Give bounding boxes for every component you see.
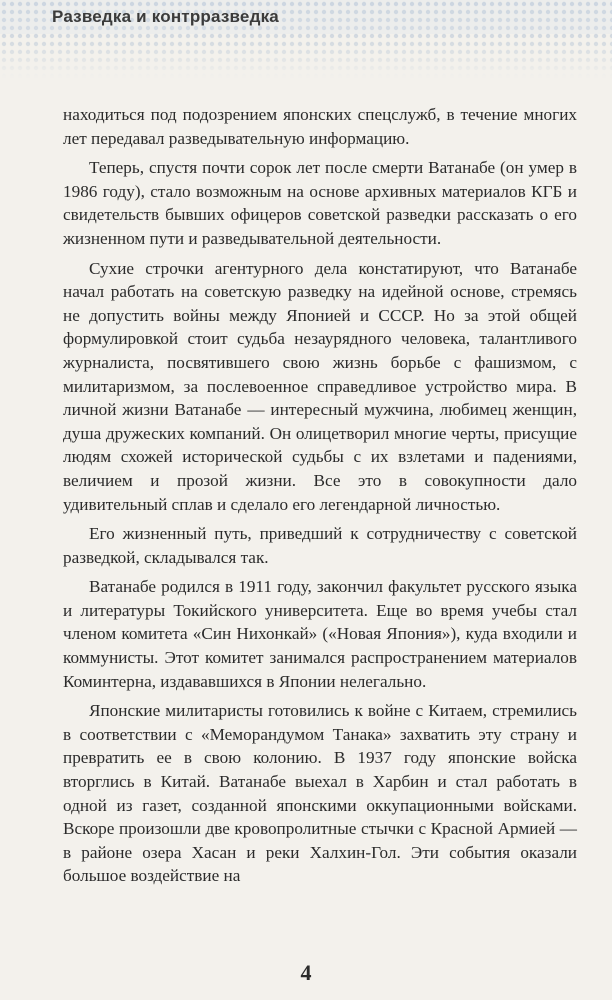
body-text [63,103,577,894]
paragraph-4: Его жизненный путь, приведший к сотрудничеству с советской разведкой, складывался так. [63,524,577,567]
paragraph-6: Японские милитаристы готовились к войне с Китаем, стремились в соответствии с «Меморандумом Танака» захватить эту страну и превратить ее в свою колонию. В 1937 году японские войска вторглись в Китай. Ватанабе выехал в Харбин и стал работать в одной из газет, созданной японскими оккупационными войсками. Вскоре произошли две кровопролитные стычки с Красной Армией — в районе озера Хасан и реки Халхин-Гол. Эти события оказали большое воздействие на [63,701,577,886]
header-band [0,0,612,78]
running-head: Разведка и контрразведка [52,7,279,26]
paragraph-2: Теперь, спустя почти сорок лет после смерти Ватанабе (он умер в 1986 году), стало возможным на основе архивных материалов КГБ и свидетельств бывших офицеров советской разведки рассказать о его жизненном пути и разведывательной деятельности. [63,158,577,248]
paragraph-5: Ватанабе родился в 1911 году, закончил факультет русского языка и литературы Токийского университета. Еще во время учебы стал членом комитета «Син Нихонкай» («Новая Япония»), куда входили и коммунисты. Этот комитет занимался распространением материалов Коминтерна, издававшихся в Японии нелегально. [63,577,577,691]
paragraph-3: Сухие строчки агентурного дела констатируют, что Ватанабе начал работать на советскую разведку на идейной основе, стремясь не допустить войны между Японией и СССР. Но за этой общей формулировкой стоит судьба незаурядного человека, талантливого журналиста, посвятившего свою жизнь борьбе с фашизмом, с милитаризмом, за послевоенное справедливое устройство мира. В личной жизни Ватанабе — интересный мужчина, любимец женщин, душа дружеских компаний. Он олицетворил многие черты, присущие людям схожей исторической судьбы с их взлетами и падениями, величием и прозой жизни. Все это в совокупности дало удивительный сплав и сделало его легендарной личностью. [63,258,577,514]
paragraph-1: находиться под подозрением японских спецслужб, в течение многих лет передавал разведывательную информацию. [63,105,577,148]
page-number: 4 [300,960,312,985]
